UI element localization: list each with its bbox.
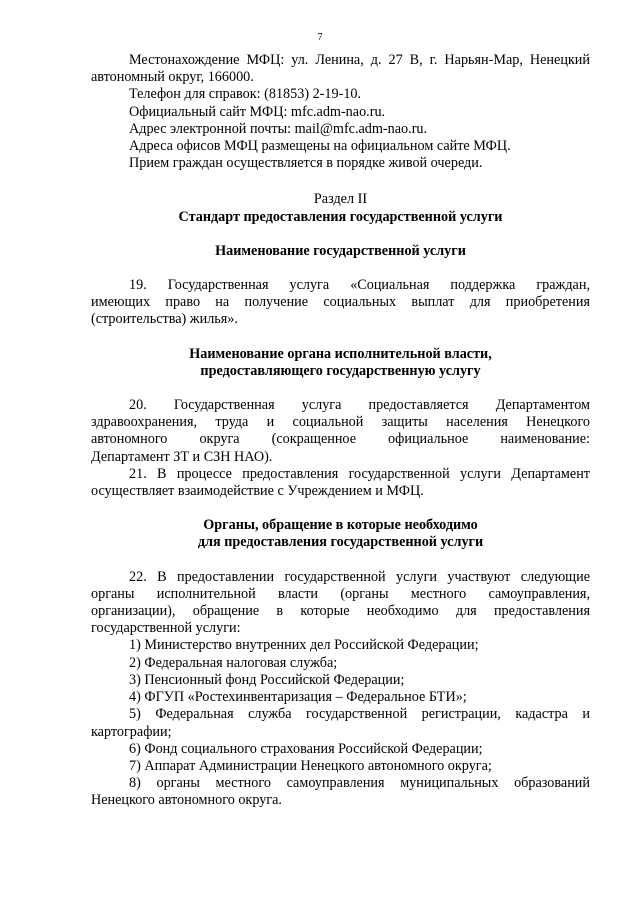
list-item-5-line2: картографии; (91, 723, 172, 740)
p20-line3: автономного округа (сокращенное официальное наименование: (91, 431, 590, 448)
p20-line2: здравоохранения, труда и социальной защиты населения Ненецкого (91, 414, 590, 431)
p22-line4: государственной услуги: (91, 620, 241, 637)
p22-line2: органы исполнительной власти (органы местного самоуправления, (91, 585, 590, 602)
list-item-4: 4) ФГУП «Ростехинвентаризация – Федеральное БТИ»; (129, 689, 467, 706)
contact-website: Официальный сайт МФЦ: mfc.adm-nao.ru. (129, 103, 386, 120)
p20-line4: Департамент ЗТ и СЗН НАО). (91, 448, 273, 465)
contact-phone: Телефон для справок: (81853) 2-19-10. (129, 86, 362, 103)
contact-offices: Адреса офисов МФЦ размещены на официальном сайте МФЦ. (129, 138, 511, 155)
p21-line1: 21. В процессе предоставления государственной услуги Департамент (129, 465, 590, 482)
section-label: Раздел II (313, 191, 368, 208)
p22-line3: организации), обращение в которые необходимо для предоставления (91, 603, 590, 620)
p20-line1: 20. Государственная услуга предоставляется Департаментом (129, 397, 590, 414)
list-item-3: 3) Пенсионный фонд Российской Федерации; (129, 671, 405, 688)
contact-email: Адрес электронной почты: mail@mfc.adm-nao.ru. (129, 120, 428, 137)
heading-authority-line2: предоставляющего государственную услугу (200, 362, 481, 379)
p19-line2: имеющих право на получение социальных выплат для приобретения (91, 294, 590, 311)
p21-line2: осуществляет взаимодействие с Учреждением и МФЦ. (91, 483, 424, 500)
contact-reception: Прием граждан осуществляется в порядке живой очереди. (129, 155, 483, 172)
heading-service-name: Наименование государственной услуги (215, 242, 466, 259)
heading-bodies-line1: Органы, обращение в которые необходимо (203, 517, 478, 534)
list-item-5-line1: 5) Федеральная служба государственной регистрации, кадастра и (129, 706, 590, 723)
heading-bodies-line2: для предоставления государственной услуги (197, 534, 484, 551)
contact-address-line1: Местонахождение МФЦ: ул. Ленина, д. 27 В, г. Нарьян-Мар, Ненецкий (129, 52, 590, 68)
p19-line1: 19. Государственная услуга «Социальная поддержка граждан, (129, 277, 590, 294)
p19-line3: (строительства) жилья». (91, 311, 238, 328)
section-title: Стандарт предоставления государственной услуги (178, 208, 503, 225)
list-item-8-line2: Ненецкого автономного округа. (91, 792, 282, 809)
p22-line1: 22. В предоставлении государственной услуги участвуют следующие (129, 568, 590, 585)
page-number: 7 (317, 32, 323, 43)
list-item-2: 2) Федеральная налоговая служба; (129, 654, 338, 671)
heading-authority-line1: Наименование органа исполнительной власти, (189, 345, 492, 362)
document-body (91, 52, 590, 810)
list-item-7: 7) Аппарат Администрации Ненецкого автономного округа; (129, 757, 492, 774)
list-item-8-line1: 8) органы местного самоуправления муниципальных образований (129, 775, 590, 792)
contact-address-line2: автономный округ, 166000. (91, 69, 254, 86)
list-item-6: 6) Фонд социального страхования Российской Федерации; (129, 740, 483, 757)
list-item-1: 1) Министерство внутренних дел Российской Федерации; (129, 637, 479, 654)
